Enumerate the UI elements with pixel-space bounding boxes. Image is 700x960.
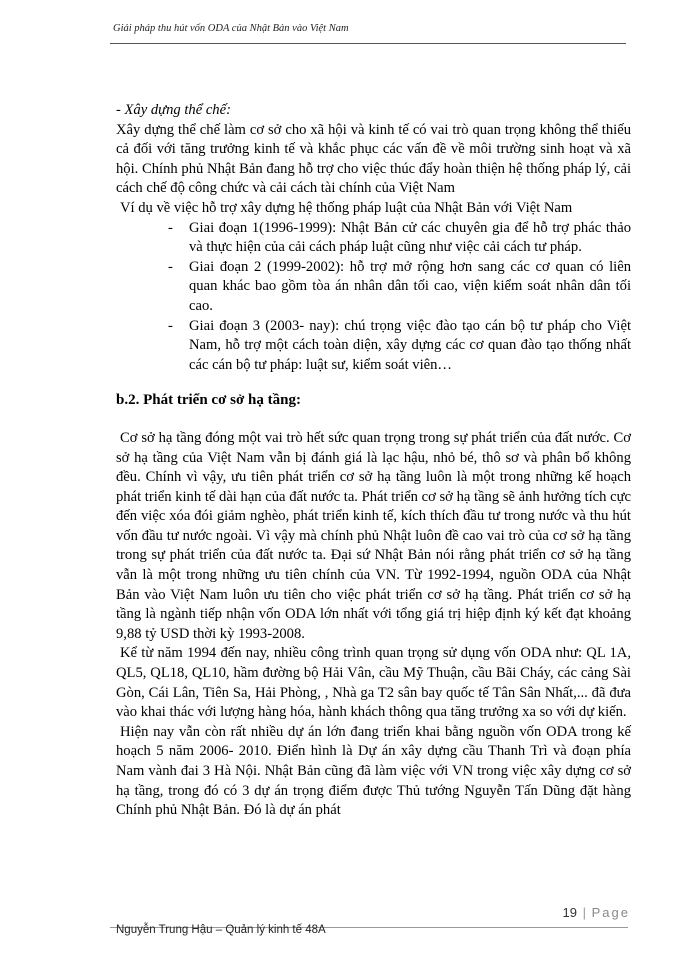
- list-item: [116, 258, 631, 317]
- infrastructure-paragraph-3: Hiện nay vẫn còn rất nhiều dự án lớn đang triển khai bằng nguồn vốn ODA trong kế hoạch 5 năm 2006- 2010. Điển hình là Dự án xây dựng cầu Thanh Trì và đoạn phía Nam vành đai 3 Hà Nội. Nhật Bản cũng đã làm việc với VN trong việc xây dựng cơ sở hạ tầng, trong đó có 3 dự án trọng điểm được Thủ tướng Nguyễn Tấn Dũng đặt hàng Chính phủ Nhật Bản. Đó là dự án phát: [116, 723, 631, 819]
- example-intro: Ví dụ về việc hỗ trợ xây dựng hệ thống pháp luật của Nhật Bản với Việt Nam: [120, 199, 573, 216]
- page-number-block: [563, 905, 630, 920]
- section-title-institution: - Xây dựng thể chế:: [116, 102, 231, 118]
- footer-author: Nguyễn Trung Hậu – Quản lý kinh tế 48A: [116, 924, 326, 936]
- bullet-dash: -: [168, 317, 173, 334]
- page-separator: |: [582, 905, 586, 920]
- page-body: [116, 101, 631, 821]
- bullet-dash: -: [168, 219, 173, 236]
- list-item-text: Giai đoạn 3 (2003- nay): chú trọng việc đào tạo cán bộ tư pháp cho Việt Nam, hỗ trợ một cách toàn diện, xây dựng các cơ quan đào tạo thống nhất các cán bộ tư pháp: luật sư, kiểm soát viên…: [189, 317, 631, 373]
- infrastructure-paragraph-2: Kể từ năm 1994 đến nay, nhiều công trình quan trọng sử dụng vốn ODA như: QL 1A, QL5, QL18, QL10, hầm đường bộ Hải Vân, cầu Mỹ Thuận, cầu Bãi Cháy, các cảng Sài Gòn, Cái Lân, Tiên Sa, Hải Phòng, , Nhà ga T2 sân bay quốc tế Tân Sân Nhất,... đã đưa vào khai thác với lượng hàng hóa, hành khách thông qua tăng trưởng xa so với dự kiến.: [116, 645, 631, 721]
- infrastructure-paragraph-1: Cơ sở hạ tầng đóng một vai trò hết sức quan trọng trong sự phát triển của đất nước. Cơ sở hạ tầng của Việt Nam vẫn bị đánh giá là lạc hậu, nhỏ bé, thô sơ và phân bổ không đều. Chính vì vậy, ưu tiên phát triển cơ sở hạ tầng luôn là một trong những kế hoạch phát triển kinh tế dài hạn của đất nước ta. Phát triển cơ sở hạ tầng sẽ ảnh hưởng tích cực đến việc xóa đói giảm nghèo, phát triển kinh tế, kích thích đầu tư trong nước và thu hút vốn đầu tư nước ngoài. Vì vậy mà chính phủ Nhật luôn đề cao vai trò của cơ sở hạ tầng trong sự phát triển của đất nước ta. Đại sứ Nhật Bản nói rằng phát triển cơ sở hạ tầng vẫn là một trong những ưu tiên chính của VN. Từ 1992-1994, nguồn ODA của Nhật Bản vào Việt Nam luôn ưu tiên cho việc phát triển cơ sở hạ tầng. Phát triển cơ sở hạ tầng là ngành tiếp nhận vốn ODA lớn nhất với tổng giá trị hiệp định ký kết đạt khoảng 9,88 tỷ USD thời kỳ 1993-2008.: [116, 429, 631, 642]
- running-header: Giải pháp thu hút vốn ODA của Nhật Bản vào Việt Nam: [113, 23, 349, 34]
- phase-list: [116, 219, 631, 376]
- list-item-text: Giai đoạn 2 (1999-2002): hỗ trợ mở rộng hơn sang các cơ quan có liên quan khác bao gồm tòa án nhân dân tối cao, viện kiểm soát nhân dân tối cao.: [189, 258, 631, 314]
- page-number: 19: [562, 905, 577, 920]
- bullet-dash: -: [168, 258, 173, 275]
- list-item-text: Giai đoạn 1(1996-1999): Nhật Bản cử các chuyên gia để hỗ trợ phác thảo và thực hiện của cải cách pháp luật cũng như việc cải cách tư pháp.: [189, 219, 631, 256]
- page-label: Page: [591, 905, 630, 920]
- section-heading-infrastructure: b.2. Phát triển cơ sở hạ tầng:: [116, 392, 301, 409]
- header-rule: [110, 43, 626, 44]
- list-item: [116, 317, 631, 376]
- list-item: [116, 219, 631, 258]
- institution-paragraph: Xây dựng thể chế làm cơ sở cho xã hội và kinh tế có vai trò quan trọng không thể thiếu cả đối với tăng trưởng kinh tế và khắc phục các vấn đề về môi trường sinh hoạt và xã hội. Chính phủ Nhật Bản đang hỗ trợ cho việc thúc đẩy hoàn thiện hệ thống pháp lý, cải cách chế độ công chức và cải cách tài chính của Việt Nam: [116, 121, 631, 197]
